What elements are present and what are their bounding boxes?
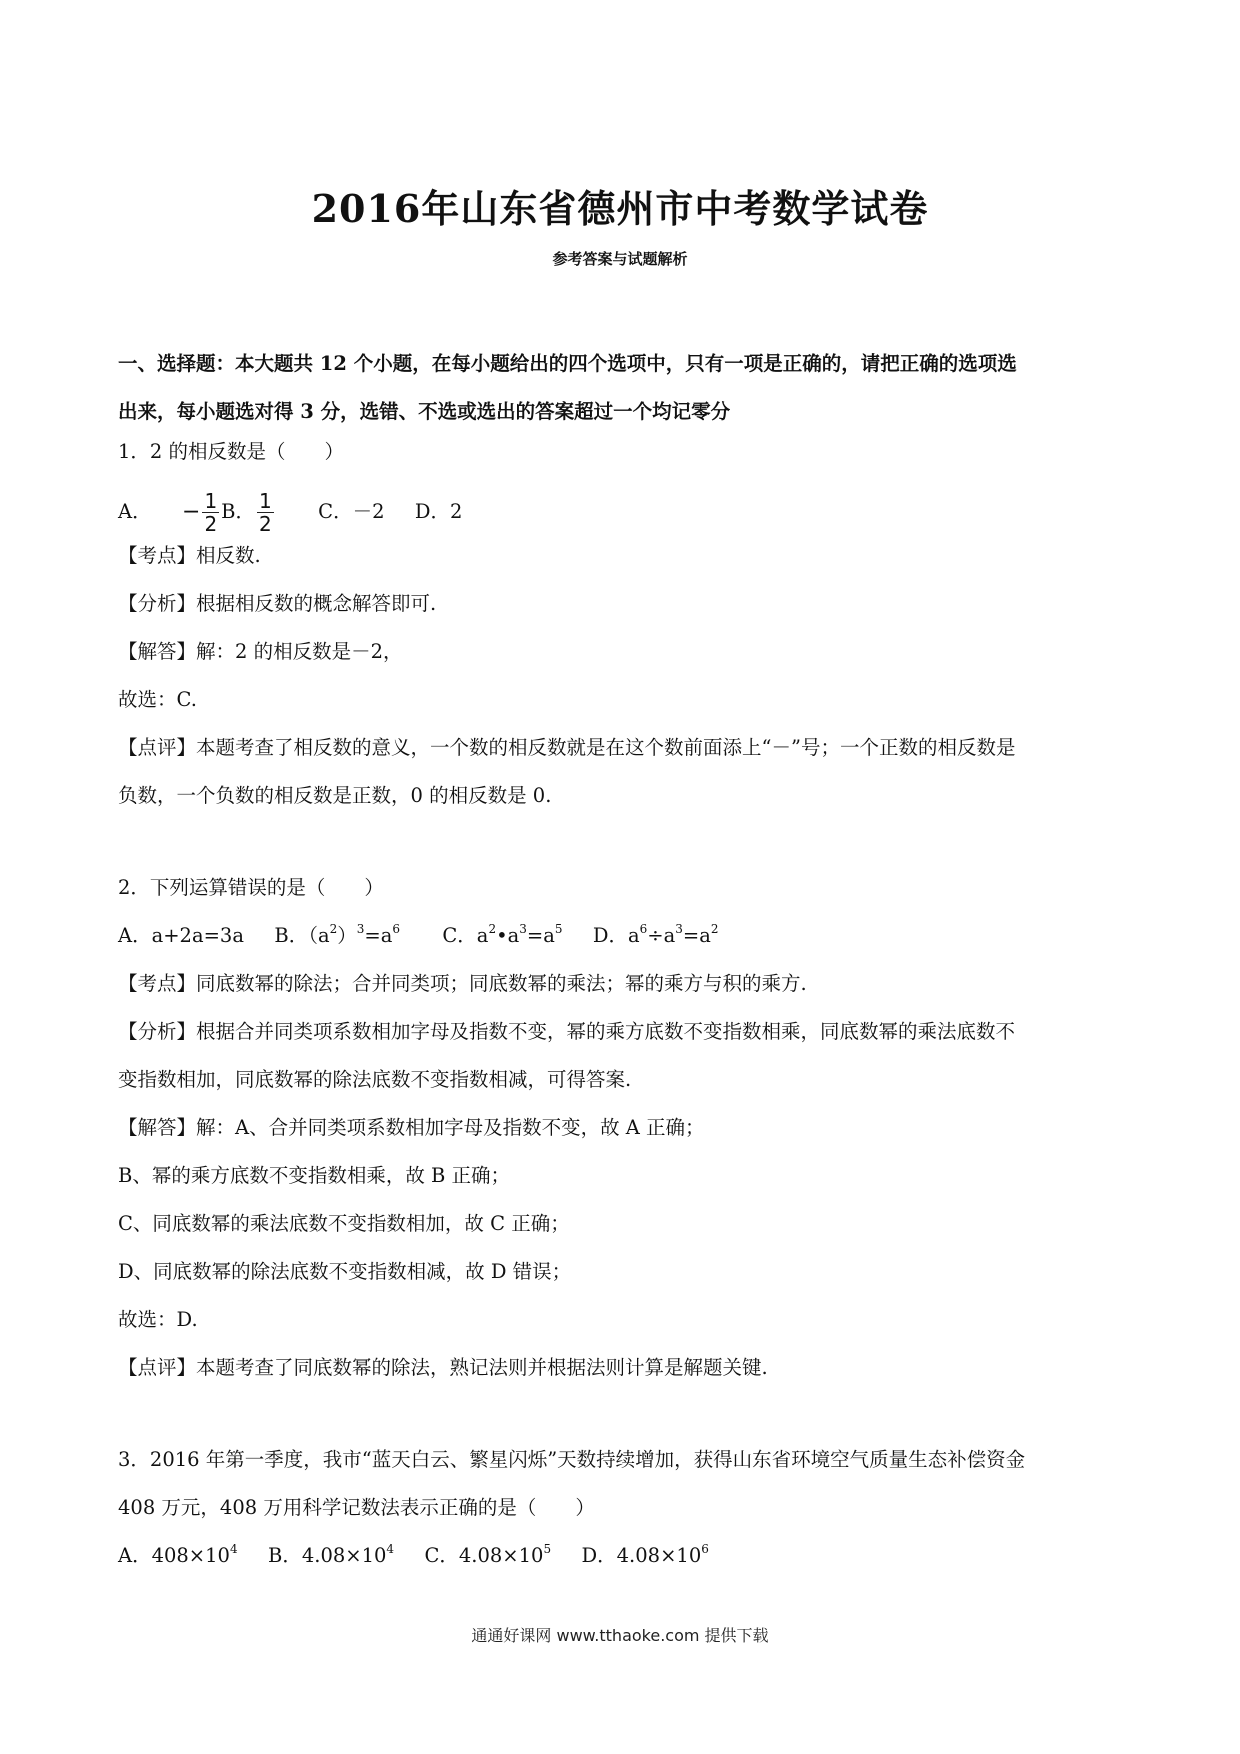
document-body [118,340,1123,1588]
option-d-base: D．4.08×10 [581,1544,702,1567]
option-c-mid: •a [496,924,520,947]
option-b [274,924,400,947]
question-1-options [118,484,1123,540]
question-2-fenxi-line-1: 【分析】根据合并同类项系数相加字母及指数不变，幂的乘方底数不变指数相乘，同底数幂的乘法底数不 [118,1020,1016,1043]
option-b-result: =a [364,924,393,947]
option-d-exponent-3: 2 [710,922,719,936]
option-a-fraction [202,491,219,534]
option-b [268,1544,394,1567]
option-a-exponent: 4 [229,1542,238,1556]
option-b-denominator: 2 [259,512,272,536]
question-1-dianping-line-1: 【点评】本题考查了相反数的意义，一个数的相反数就是在这个数前面添上“－”号；一个正数的相反数是 [118,736,1016,759]
option-c: C．－2 [318,500,385,523]
option-b-numerator: 1 [259,489,272,513]
option-c-exponent-3: 5 [554,922,563,936]
question-1-kaodian: 【考点】相反数. [118,544,261,567]
question-1 [118,436,1123,828]
question-3-stem-line-2: 408 万元，408 万用科学记数法表示正确的是（ ） [118,1496,595,1519]
option-a-prefix: A． [118,500,152,523]
option-c-result: =a [526,924,555,947]
question-2-dianping: 【点评】本题考查了同底数幂的除法，熟记法则并根据法则计算是解题关键. [118,1356,768,1379]
question-2-options [118,920,1123,968]
question-2-stem: 2．下列运算错误的是（ ） [118,876,384,899]
option-d-base: D．a [592,924,640,947]
option-c-base: C．4.08×10 [424,1544,544,1567]
option-b-base: B．4.08×10 [268,1544,387,1567]
option-d-mid: ÷a [647,924,676,947]
option-a-numerator: 1 [204,489,218,513]
option-d [593,924,719,947]
option-b-prefix: B． [221,500,256,523]
question-1-answer: 故选：C. [118,688,197,711]
option-a: A．a+2a=3a [118,924,244,947]
question-2-kaodian: 【考点】同底数幂的除法；合并同类项；同底数幂的乘法；幂的乘方与积的乘方. [118,972,807,995]
section-heading [118,340,1123,436]
option-c-base: C．a [442,924,489,947]
page-footer: 通通好课网 www.tthaoke.com 提供下载 [471,1626,769,1645]
option-b-exponent-3: 6 [392,922,400,936]
option-c [442,924,562,947]
question-1-stem: 1．2 的相反数是（ ） [118,440,345,463]
option-c [424,1544,551,1567]
page-title: 2016年山东省德州市中考数学试卷 [311,186,929,231]
option-b-paren: ） [337,924,357,947]
option-a [118,1544,238,1567]
option-b-fraction [257,491,274,534]
option-d-exponent: 6 [701,1542,709,1556]
option-a-sign: − [182,499,201,525]
option-c-exponent-2: 3 [519,922,527,936]
option-c-exponent: 5 [543,1542,552,1556]
question-3 [118,1444,1123,1588]
question-2-jieda-c: C、同底数幂的乘法底数不变指数相加，故 C 正确； [118,1212,570,1235]
question-2-jieda-a: 【解答】解：A、合并同类项系数相加字母及指数不变，故 A 正确； [118,1116,705,1139]
option-a-base: A．408×10 [118,1544,230,1567]
question-2-jieda-b: B、幂的乘方底数不变指数相乘，故 B 正确； [118,1164,511,1187]
option-a-denominator: 2 [204,512,218,536]
section-heading-line-2: 出来，每小题选对得 3 分，选错、不选或选出的答案超过一个均记零分 [118,400,731,423]
option-d [582,1544,709,1567]
question-1-dianping-line-2: 负数，一个负数的相反数是正数，0 的相反数是 0. [118,784,552,807]
option-d-exponent-1: 6 [639,922,648,936]
question-2-jieda-d: D、同底数幂的除法底数不变指数相减，故 D 错误； [118,1260,572,1283]
question-3-stem-line-1: 3．2016 年第一季度，我市“蓝天白云、繁星闪烁”天数持续增加，获得山东省环境空气质量生态补偿资金 [118,1448,1026,1471]
option-d-exponent-2: 3 [675,922,683,936]
section-heading-line-1: 一、选择题：本大题共 12 个小题，在每小题给出的四个选项中，只有一项是正确的，请把正确的选项选 [118,352,1017,375]
option-b-exponent-2: 3 [356,922,365,936]
option-d-result: =a [682,924,711,947]
page-subtitle: 参考答案与试题解析 [552,250,688,268]
option-b-exponent-1: 2 [329,922,338,936]
option-c-exponent-1: 2 [488,922,497,936]
question-2-fenxi-line-2: 变指数相加，同底数幂的除法底数不变指数相减，可得答案. [118,1068,632,1091]
question-1-fenxi: 【分析】根据相反数的概念解答即可. [118,592,437,615]
option-b-base: B．（a [274,924,330,947]
option-d: D．2 [414,500,463,523]
option-b-exponent: 4 [386,1542,395,1556]
question-1-jieda: 【解答】解：2 的相反数是－2， [118,640,403,663]
question-3-options [118,1540,1123,1588]
question-2 [118,872,1123,1400]
question-2-answer: 故选：D. [118,1308,198,1331]
